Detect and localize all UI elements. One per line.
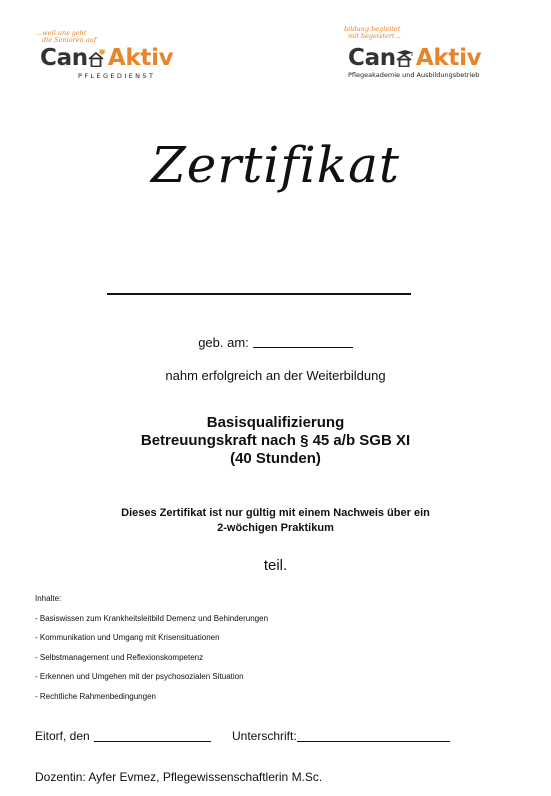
place-date-label: Eitorf, den <box>35 729 90 743</box>
logo-brand-aktiv: Aktiv <box>415 45 482 71</box>
participation-text: teil. <box>263 557 288 574</box>
logo-slogan-line: bildung begleitet <box>344 25 401 33</box>
list-item: - Rechtliche Rahmenbedingungen <box>35 691 156 701</box>
course-name: Basisqualifizierung <box>206 414 345 431</box>
list-item: - Kommunikation und Umgang mit Krisensituationen <box>35 633 220 643</box>
validity-line: Dieses Zertifikat ist nur gültig mit einem Nachweis über ein <box>121 507 430 519</box>
logo-brand-can: Can <box>348 45 396 71</box>
course-block <box>0 414 551 468</box>
logo-slogan-line: ...weil uns geht <box>36 29 87 37</box>
validity-note <box>0 506 551 536</box>
born-label: geb. am: <box>198 335 249 350</box>
signature-line <box>297 729 450 742</box>
signature-field <box>232 729 450 743</box>
logo-slogan-line: die Senioren auf <box>42 36 97 44</box>
list-item: - Erkennen und Umgehen mit der psychosozialen Situation <box>35 672 244 682</box>
logo-brand-can: Can <box>40 45 88 71</box>
logo-slogan <box>36 30 96 44</box>
logo-subtitle: Pflegeakademie und Ausbildungsbetrieb <box>348 71 480 79</box>
logo-brand-aktiv: Aktiv <box>107 45 174 71</box>
place-date-field <box>35 729 211 743</box>
house-graduation-cap-icon <box>396 49 416 67</box>
place-date-line <box>94 729 211 742</box>
logo-slogan-line: mit begeistert... <box>348 32 401 40</box>
logo-wordmark <box>40 46 173 70</box>
certificate-title: Zertifikat <box>150 136 400 194</box>
house-sun-icon <box>88 49 108 67</box>
logo-wordmark <box>348 46 481 70</box>
logo-subtitle: PFLEGEDIENST <box>78 72 156 80</box>
course-legal-basis: Betreuungskraft nach § 45 a/b SGB XI <box>140 432 411 449</box>
name-line <box>107 293 411 295</box>
course-hours: (40 Stunden) <box>230 450 321 467</box>
validity-line: 2-wöchigen Praktikum <box>217 522 334 534</box>
contents-list <box>35 594 268 712</box>
signature-label: Unterschrift: <box>232 729 297 743</box>
docent-line: Dozentin: Ayfer Evmez, Pflegewissenschaftlerin M.Sc. <box>35 770 323 784</box>
born-date-line <box>253 336 353 348</box>
logo-canaktiv-pflegedienst <box>30 28 190 90</box>
logo-canaktiv-pflegeakademie <box>340 24 500 86</box>
list-item: - Selbstmanagement und Reflexionskompetenz <box>35 652 204 662</box>
logo-slogan <box>344 26 401 40</box>
completion-text: nahm erfolgreich an der Weiterbildung <box>165 368 386 383</box>
list-item: - Basiswissen zum Krankheitsleitbild Demenz und Behinderungen <box>35 613 269 623</box>
born-row <box>0 335 551 350</box>
contents-heading: Inhalte: <box>35 594 62 603</box>
